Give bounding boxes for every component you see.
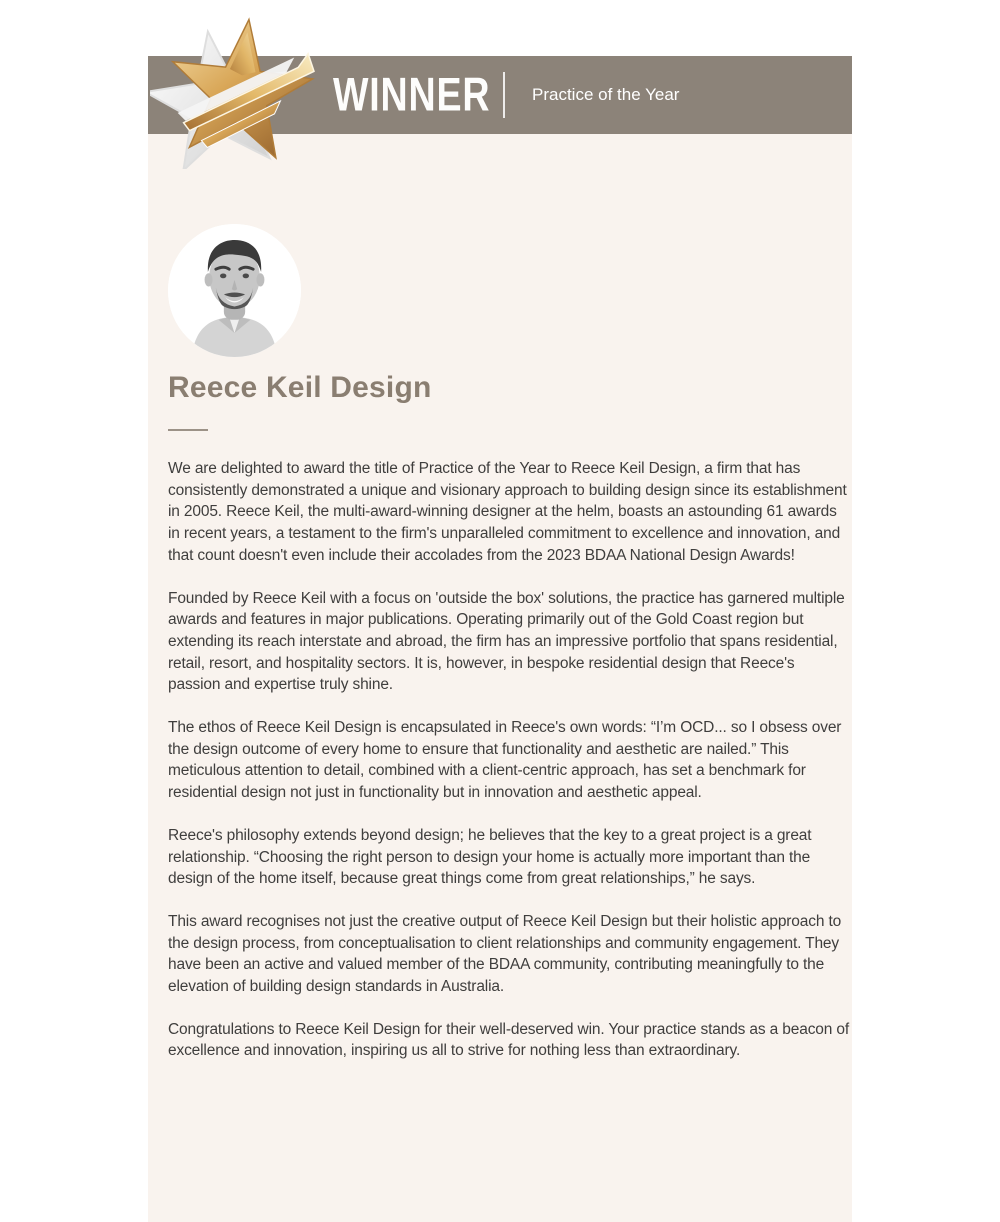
paragraph: We are delighted to award the title of Practice of the Year to Reece Keil Design, a firm that has consistently demonstrated a unique and visionary approach to building design since its establishment in 2005. Reece Keil, the multi-award-winning designer at the helm, boasts an astounding 61 awards in recent years, a testament to the firm's unparalleled commitment to excellence and innovation, and that count doesn't even include their accolades from the 2023 BDAA National Design Awards! bbox=[168, 460, 847, 564]
paragraph: This award recognises not just the creative output of Reece Keil Design but their holistic approach to the design process, from conceptualisation to client relationships and community engagement. They have been an active and valued member of the BDAA community, contributing meaningfully to the elevation of building design standards in Australia. bbox=[168, 912, 842, 996]
banner-divider bbox=[503, 72, 505, 118]
title-underline bbox=[168, 429, 208, 431]
content-card bbox=[148, 134, 852, 1222]
paragraph: Congratulations to Reece Keil Design for their well-deserved win. Your practice stands as a beacon of excellence and innovation, inspiring us all to strive for nothing less than extraordinary. bbox=[168, 1020, 850, 1060]
portrait-photo-icon bbox=[168, 224, 301, 357]
paragraph: Founded by Reece Keil with a focus on 'outside the box' solutions, the practice has garnered multiple awards and features in major publications. Operating primarily out of the Gold Coast region but extending its reach interstate and abroad, the firm has an impressive portfolio that spans residential, retail, resort, and hospitality sectors. It is, however, in bespoke residential design that Reece's passion and expertise truly shine. bbox=[168, 589, 845, 694]
award-star-icon bbox=[150, 16, 318, 168]
article-body bbox=[168, 458, 850, 1062]
paragraph: The ethos of Reece Keil Design is encapsulated in Reece's own words: “I’m OCD... so I obsess over the design outcome of every home to ensure that functionality and aesthetic are nailed.” This meticulous attention to detail, combined with a client-centric approach, has set a benchmark for residential design not just in functionality but in innovation and aesthetic appeal. bbox=[168, 719, 842, 802]
newsletter-column bbox=[148, 0, 852, 1222]
avatar bbox=[168, 224, 301, 357]
page-title: Reece Keil Design bbox=[168, 371, 432, 404]
award-category-label: Practice of the Year bbox=[532, 85, 680, 104]
paragraph: Reece's philosophy extends beyond design; he believes that the key to a great project is a great relationship. “Choosing the right person to design your home is actually more important than the design of the home itself, because great things come from great relationships,” he says. bbox=[168, 826, 812, 888]
winner-label: WINNER bbox=[333, 67, 491, 121]
